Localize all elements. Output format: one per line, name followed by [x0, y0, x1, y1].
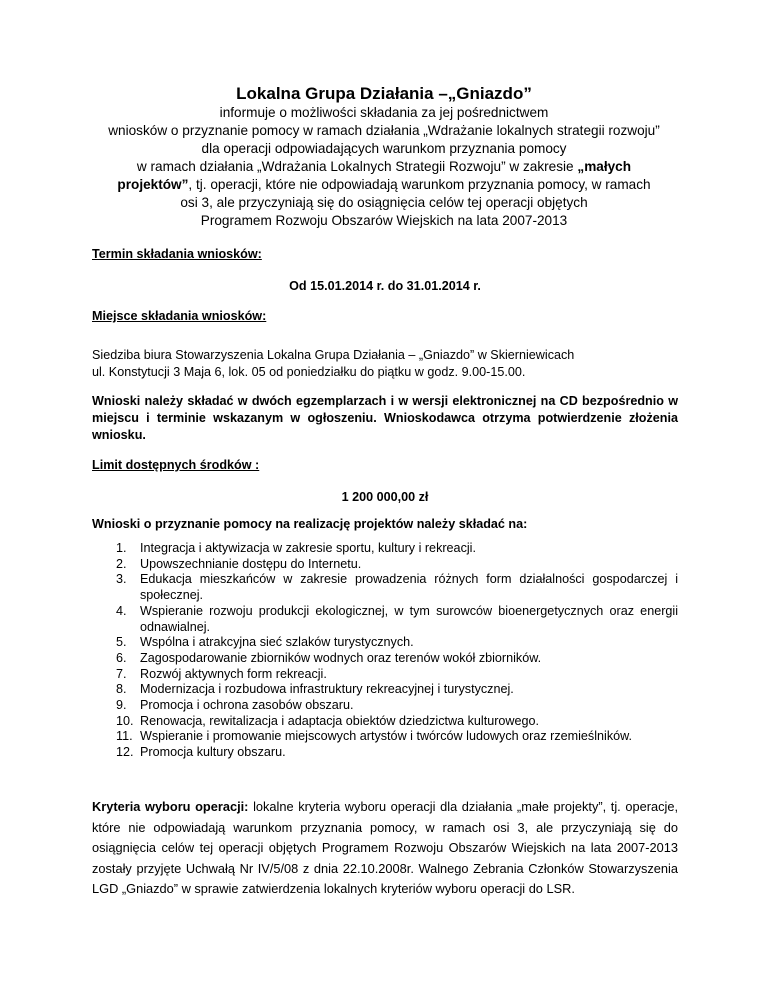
- list-item-text: Zagospodarowanie zbiorników wodnych oraz terenów wokół zbiorników.: [140, 650, 542, 665]
- list-item-number: 11.: [116, 729, 133, 744]
- list-item-text: Wspieranie i promowanie miejscowych artystów i twórców ludowych oraz rzemieślników.: [140, 729, 633, 744]
- intro-line: dla operacji odpowiadających warunkom przyznania pomocy: [201, 141, 567, 156]
- document-title: Lokalna Grupa Działania –„Gniazdo”: [236, 84, 532, 103]
- list-item: [116, 604, 678, 635]
- criteria-text: lokalne kryteria wyboru operacji dla działania „małe projekty”, tj. operacje, które nie odpowiadają warunkom przyznania pomocy, w ramach osi 3, ale przyczyniają się do osiągnięcia celów tej operacji objętych Programem Rozwoju Obszarów Wiejskich na lata 2007-2013 zostały przyjęte Uchwałą Nr IV/5/08 z dnia 22.10.2008r. Walnego Zebrania Członków Stowarzyszenia LGD „Gniazdo” w sprawie zatwierdzenia lokalnych kryteriów wyboru operacji do LSR.: [92, 799, 679, 896]
- intro-paragraph: [0, 104, 768, 230]
- list-item-text: Promocja i ochrona zasobów obszaru.: [140, 698, 354, 713]
- location-line: ul. Konstytucji 3 Maja 6, lok. 05 od poniedziałku do piątku w godz. 9.00-15.00.: [92, 365, 526, 379]
- list-item-number: 3.: [116, 572, 127, 587]
- submission-note: Wnioski należy składać w dwóch egzemplarzach i w wersji elektronicznej na CD bezpośrednio w miejscu i terminie wskazanym w ogłoszeniu. Wnioskodawca otrzyma potwierdzenie złożenia wniosku.: [92, 394, 678, 442]
- list-item-number: 1.: [116, 541, 127, 555]
- location-address: [92, 347, 678, 381]
- projects-heading: Wnioski o przyznanie pomocy na realizację projektów należy składać na:: [92, 517, 528, 531]
- list-item-number: 7.: [116, 666, 127, 681]
- criteria-paragraph: [92, 797, 678, 900]
- list-item-text: Wspieranie rozwoju produkcji ekologicznej, w tym surowców bioenergetycznych oraz energii odnawialnej.: [140, 603, 678, 634]
- intro-line5-bold: projektów”: [117, 177, 189, 192]
- intro-line4-prefix: w ramach działania „Wdrażania Lokalnych Strategii Rozwoju” w zakresie: [136, 159, 578, 174]
- list-item: [116, 635, 678, 651]
- list-item: [116, 557, 678, 573]
- list-item: [116, 572, 678, 603]
- list-item-number: 8.: [116, 682, 127, 697]
- list-item: [116, 651, 678, 667]
- list-item-number: 9.: [116, 698, 127, 713]
- intro-line: osi 3, ale przyczyniają się do osiągnięcia celów tej operacji objętych: [180, 195, 588, 210]
- list-item-text: Upowszechnianie dostępu do Internetu.: [140, 556, 362, 571]
- list-item-number: 2.: [116, 556, 127, 571]
- list-item: [116, 698, 678, 714]
- list-item-text: Edukacja mieszkańców w zakresie prowadzenia różnych form działalności gospodarczej i społecznej.: [140, 572, 678, 603]
- limit-heading: Limit dostępnych środków :: [92, 458, 260, 472]
- intro-line: [0, 176, 768, 194]
- list-item: [116, 541, 678, 557]
- list-item: [116, 745, 678, 761]
- intro-line5-rest: , tj. operacji, które nie odpowiadają warunkom przyznania pomocy, w ramach: [188, 177, 651, 192]
- limit-value: 1 200 000,00 zł: [341, 490, 429, 504]
- list-item-number: 5.: [116, 635, 127, 650]
- list-item-text: Rozwój aktywnych form rekreacji.: [140, 666, 327, 681]
- list-item-number: 10.: [116, 713, 134, 728]
- intro-line: [0, 158, 768, 176]
- list-item: [116, 729, 678, 745]
- location-heading: Miejsce składania wniosków:: [92, 309, 267, 323]
- criteria-label: Kryteria wyboru operacji:: [92, 799, 249, 814]
- intro-line: Programem Rozwoju Obszarów Wiejskich na lata 2007-2013: [200, 213, 568, 228]
- list-item-number: 6.: [116, 650, 127, 665]
- projects-list: [116, 541, 678, 761]
- location-line: Siedziba biura Stowarzyszenia Lokalna Grupa Działania – „Gniazdo” w Skierniewicach: [92, 348, 575, 362]
- list-item-text: Renowacja, rewitalizacja i adaptacja obiektów dziedzictwa kulturowego.: [140, 713, 540, 728]
- list-item-text: Integracja i aktywizacja w zakresie sportu, kultury i rekreacji.: [140, 541, 476, 555]
- intro-line: informuje o możliwości składania za jej pośrednictwem: [219, 105, 549, 120]
- list-item: [116, 682, 678, 698]
- list-item-number: 4.: [116, 603, 127, 618]
- intro-line: wniosków o przyznanie pomocy w ramach działania „Wdrażanie lokalnych strategii rozwoju”: [108, 123, 660, 138]
- list-item-number: 12.: [116, 745, 134, 760]
- deadline-value: Od 15.01.2014 r. do 31.01.2014 r.: [289, 279, 481, 293]
- list-item: [116, 714, 678, 730]
- list-item-text: Promocja kultury obszaru.: [140, 745, 286, 760]
- list-item-text: Modernizacja i rozbudowa infrastruktury rekreacyjnej i turystycznej.: [140, 682, 514, 697]
- deadline-heading: Termin składania wniosków:: [92, 247, 262, 261]
- list-item: [116, 667, 678, 683]
- list-item-text: Wspólna i atrakcyjna sieć szlaków turystycznych.: [140, 635, 414, 650]
- intro-line4-bold: „małych: [577, 159, 632, 174]
